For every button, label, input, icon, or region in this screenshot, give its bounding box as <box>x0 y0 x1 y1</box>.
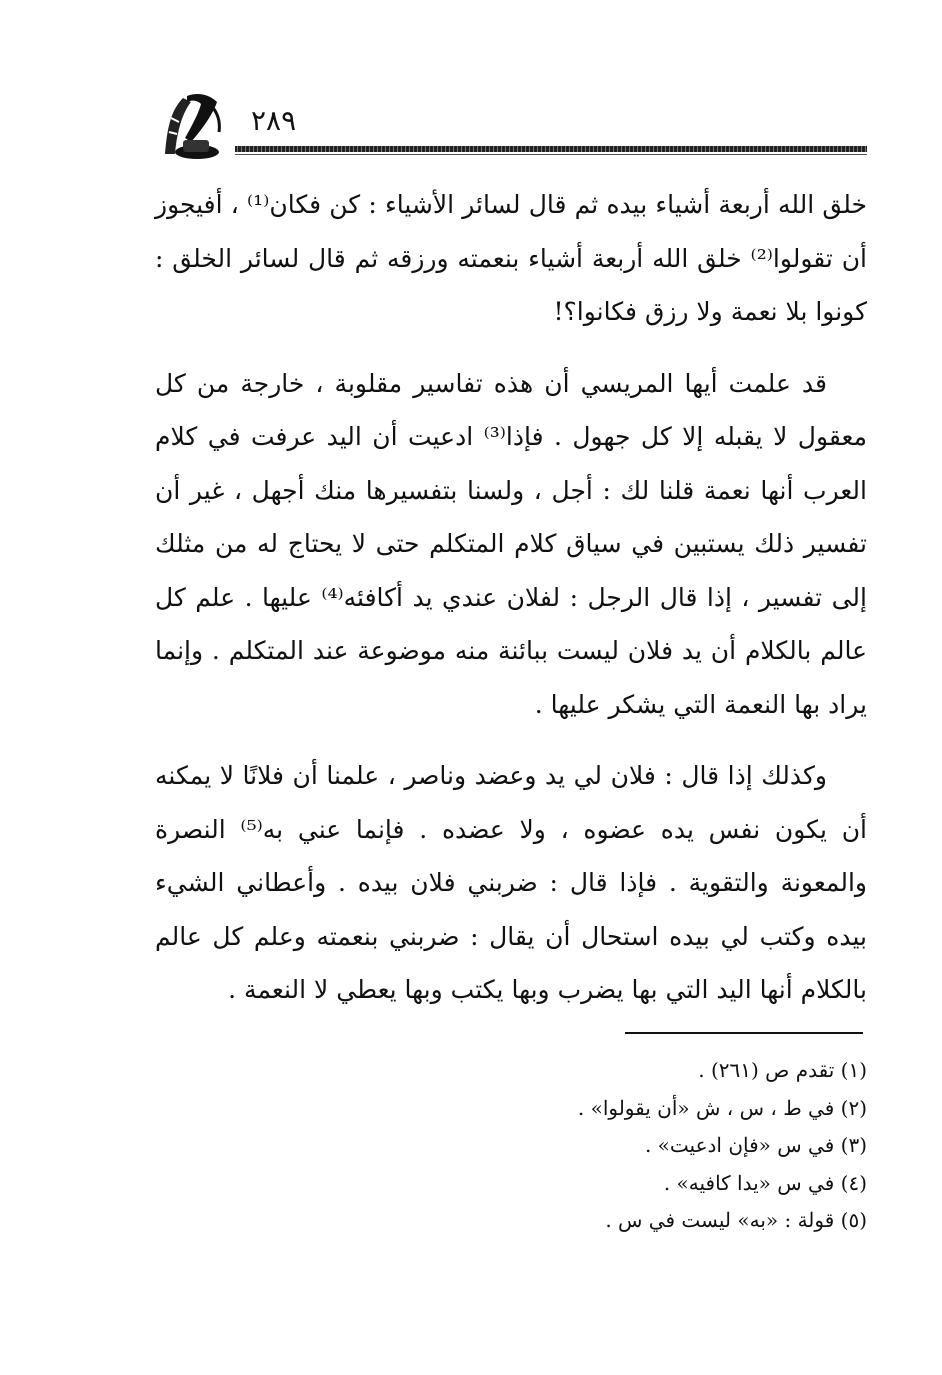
quill-inkwell-icon <box>157 88 233 164</box>
footnotes <box>155 1052 867 1240</box>
footnote-separator <box>625 1032 863 1034</box>
footnote-3: (٣) في س «فإن ادعيت» . <box>644 1133 867 1157</box>
paragraph-3: وكذلك إذا قال : فلان لي يد وعضد وناصر ، علمنا أن فلانًا لا يمكنه أن يكون نفس يده عضوه ، ولا عضده . فإنما عني به⁽⁵⁾ النصرة والمعونة والتقوية . فإذا قال : ضربني فلان بيده . وأعطاني الشيء بيده وكتب لي بيده استحال أن يقال : ضربني بنعمته وعلم كل عالم بالكلام أنها اليد التي بها يضرب وبها يكتب وبها يعطي لا النعمة . <box>155 761 868 1004</box>
paragraph-2: قد علمت أيها المريسي أن هذه تفاسير مقلوبة ، خارجة من كل معقول لا يقبله إلا كل جهول . فإذا⁽³⁾ ادعيت أن اليد عرفت في كلام العرب أنها نعمة قلنا لك : أجل ، ولسنا بتفسيرها منك أجهل ، غير أن تفسير ذلك يستبين في سياق كلام المتكلم حتى لا يحتاج له من مثلك إلى تفسير ، إذا قال الرجل : لفلان عندي يد أكافئه⁽⁴⁾ عليها . علم كل عالم بالكلام أن يد فلان ليست ببائنة منه موضوعة عند المتكلم . وإنما يراد بها النعمة التي يشكر عليها . <box>155 368 867 719</box>
footnote-1: (١) تقدم ص (٢٦١) . <box>698 1058 867 1082</box>
page-header <box>155 88 867 166</box>
footnote-4: (٤) في س «يدا كافيه» . <box>663 1170 867 1195</box>
main-text <box>155 178 867 1017</box>
page-number: ٢٨٩ <box>251 104 297 137</box>
header-rule-thin <box>235 154 867 155</box>
header-rule <box>235 146 867 152</box>
footnote-2: (٢) في ط ، س ، ش «أن يقولوا» . <box>577 1095 867 1120</box>
footnote-5: (٥) قولة : «به» ليست في س . <box>605 1208 867 1232</box>
paragraph-1: خلق الله أربعة أشياء بيده ثم قال لسائر الأشياء : كن فكان⁽¹⁾ ، أفيجوز أن تقولوا⁽²⁾ خلق الله أربعة أشياء بنعمته ورزقه ثم قال لسائر الخلق : كونوا بلا نعمة ولا رزق فكانوا؟! <box>155 190 868 326</box>
